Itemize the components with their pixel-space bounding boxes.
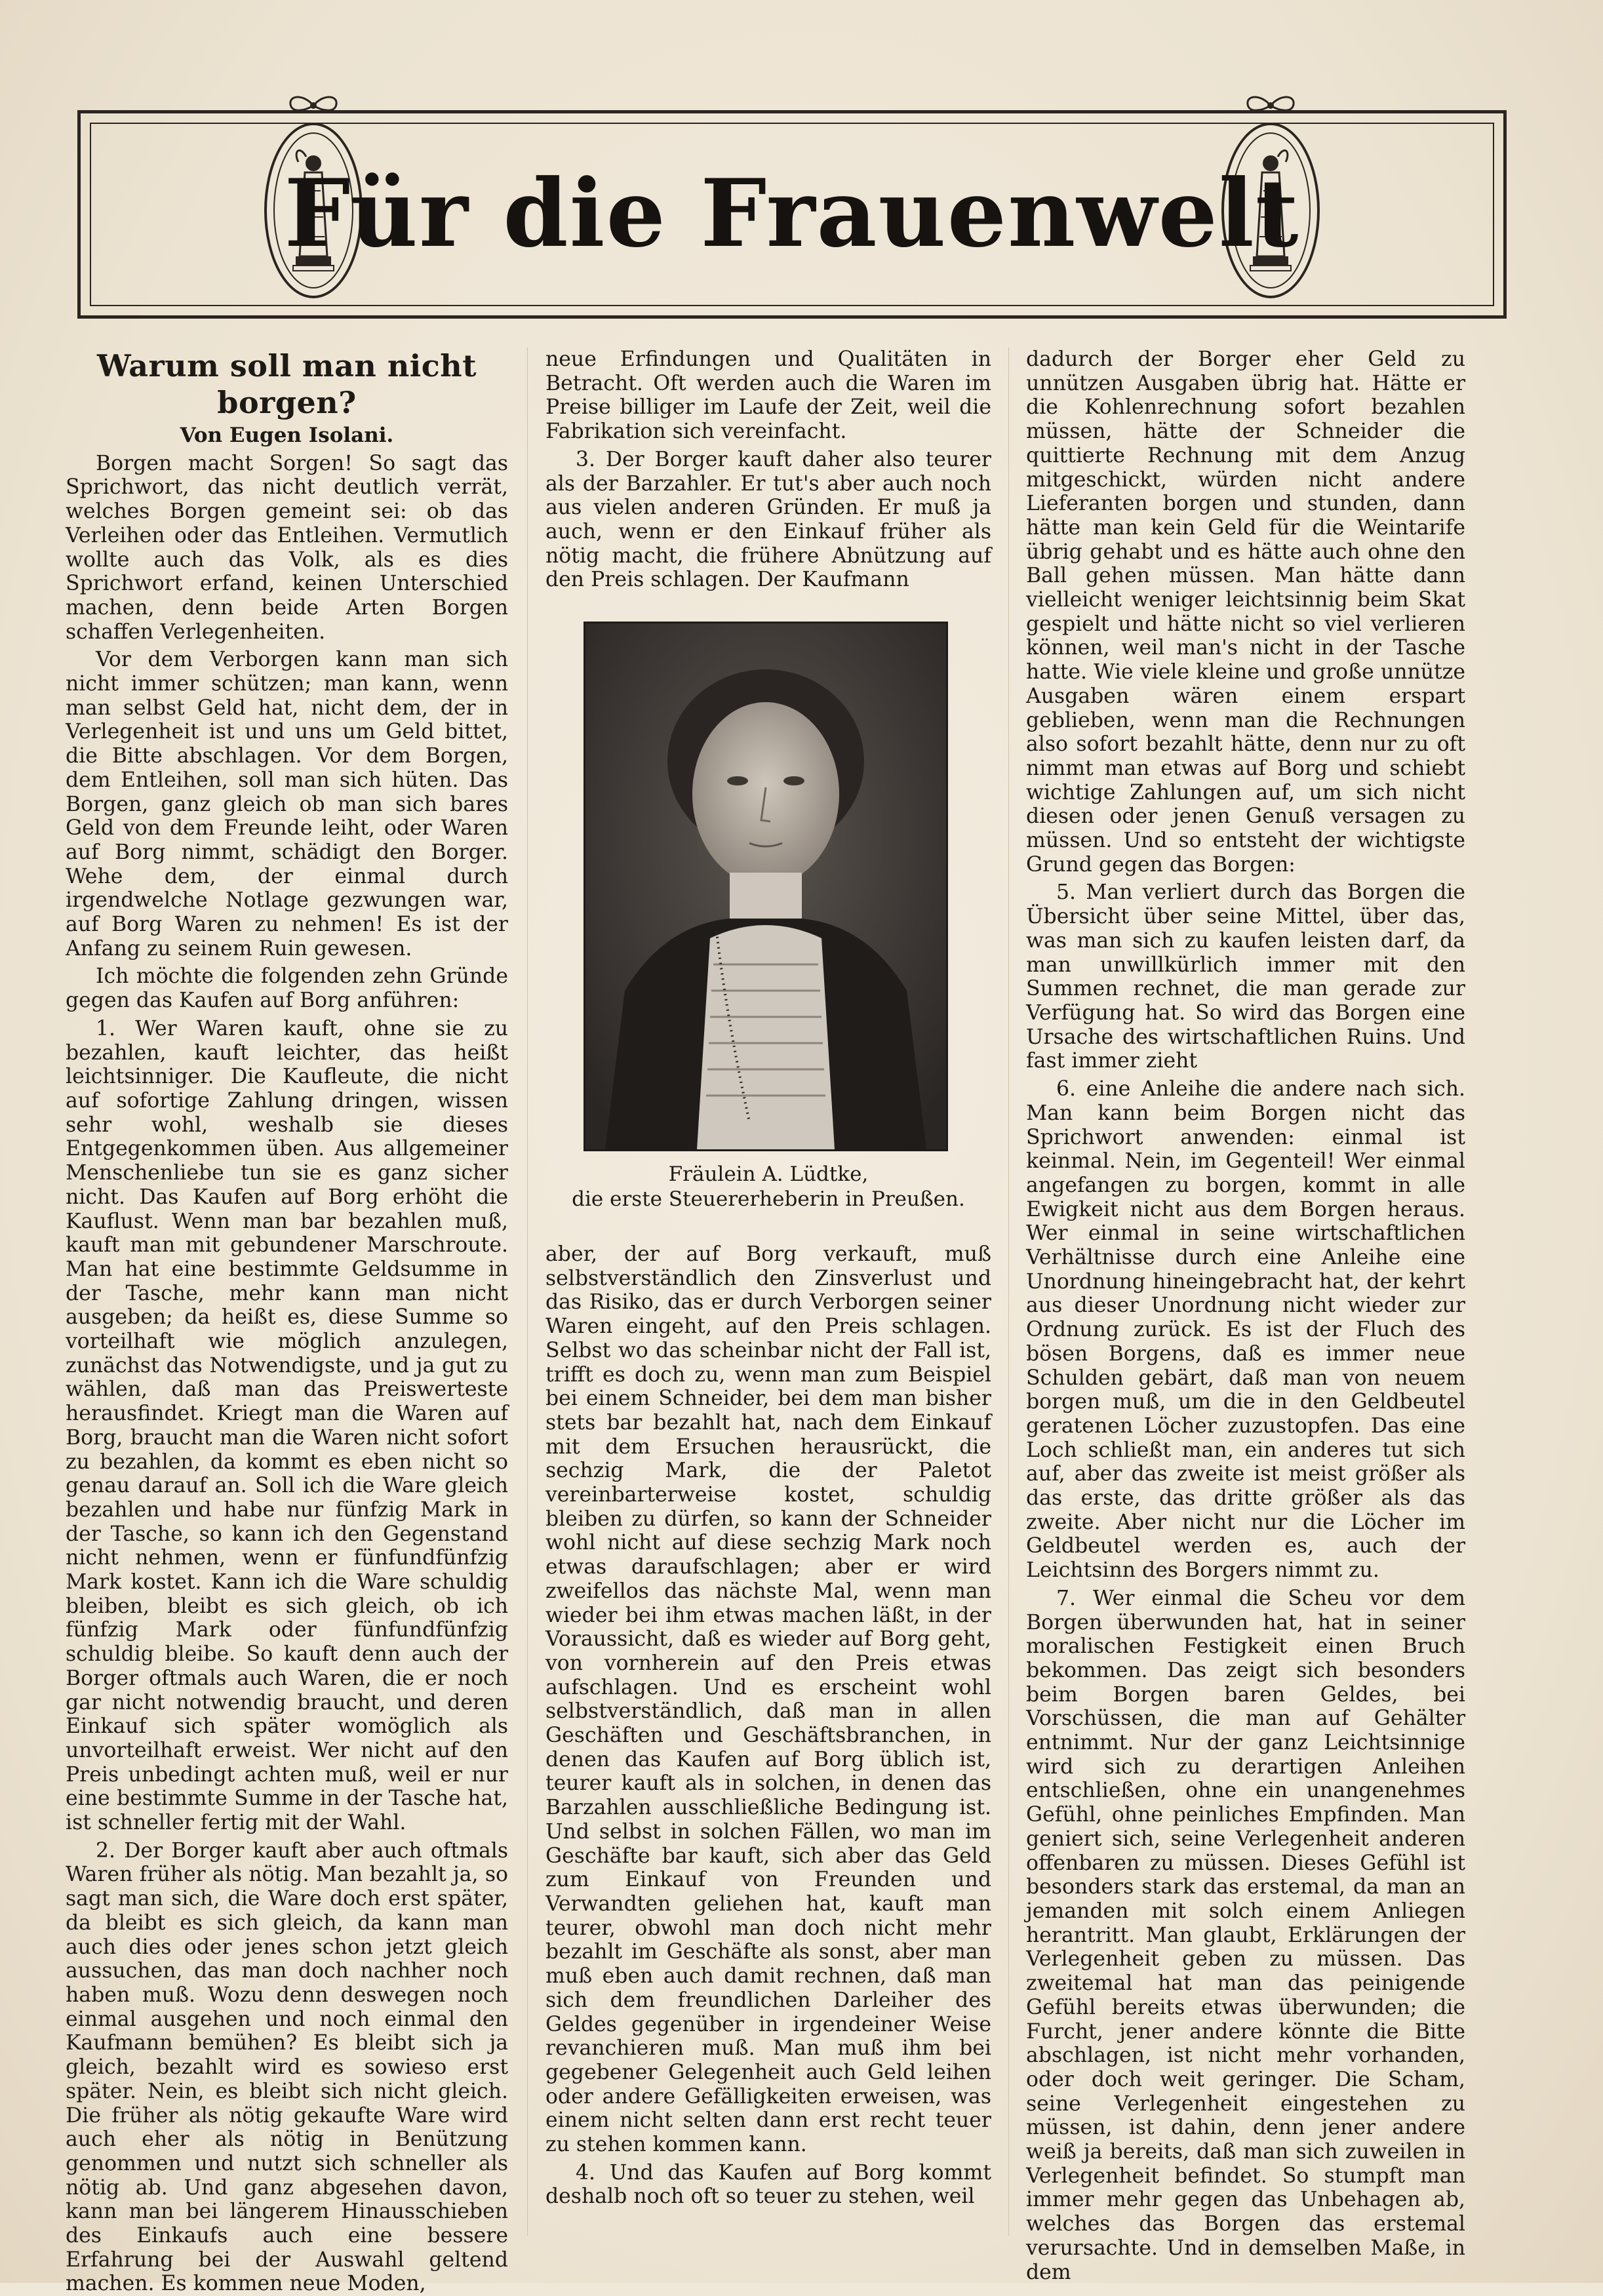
photo-caption — [545, 1162, 991, 1212]
paragraph: 2. Der Borger kauft aber auch oftmals Waren früher als nötig. Man bezahlt ja, so sagt man sich, die Ware doch erst später, da bleibt es sich gleich, da kann man auch dies oder jenes schon jetzt gleich aussuchen, das man doch nachher noch haben muß. Wozu denn deswegen noch einmal ausgehen und noch einmal den Kaufmann bemühen? Es bleibt sich ja gleich, bezahlt wird es sowieso erst später. Nein, es bleibt sich nicht gleich. Die früher als nötig gekaufte Ware wird auch eher als nötig in Benützung genommen und nutzt sich schneller als nötig ab. Und ganz abgesehen davon, kann man bei längerem Hinausschieben des Einkaufs auch eine bessere Erfahrung bei der Auswahl geltend machen. Es kommen neue Moden, — [66, 1838, 508, 2296]
article-column-2 — [545, 347, 991, 592]
ribbon-bow-icon — [1241, 92, 1300, 119]
column-divider — [527, 347, 528, 2236]
caption-line: die erste Steuererheberin in Preußen. — [572, 1187, 965, 1211]
paragraph: 6. eine Anleihe die andere nach sich. Man kann beim Borgen nicht das Sprichwort anwenden: einmal ist keinmal. Nein, im Gegenteil! Wer einmal angefangen zu borgen, kommt in alle Ewigkeit nicht aus dem Borgen heraus. Wer einmal in seine wirtschaftlichen Verhältnisse durch eine Anleihe eine Unordnung hineingebracht hat, der kehrt aus dieser Unordnung nicht wieder zur Ordnung zurück. Es ist der Fluch des bösen Borgens, daß es immer neue Schulden gebärt, daß man von neuem borgen muß, um die in den Geldbeutel geratenen Löcher zuzustopfen. Das eine Loch schließt man, ein anderes tut sich auf, aber das zweite ist meist größer als das erste, das dritte größer als das zweite. Aber nicht nur die Löcher im Geldbeutel werden es, auch der Leichtsinn des Borgers nimmt zu. — [1026, 1077, 1465, 1583]
paragraph: Ich möchte die folgenden zehn Gründe gegen das Kaufen auf Borg anführen: — [66, 964, 508, 1013]
article-column-1 — [66, 347, 508, 2296]
paragraph: 5. Man verliert durch das Borgen die Übersicht über seine Mittel, über das, was man sich zu kaufen leisten darf, da man unwillkürlich immer mit den Summen rechnet, die man gerade zur Verfügung hat. So wird das Borgen eine Ursache des wirtschaftlichen Ruins. Und fast immer zieht — [1026, 881, 1465, 1073]
paragraph: dadurch der Borger eher Geld zu unnützen Ausgaben übrig hat. Hätte er die Kohlenrechnung sofort bezahlen müssen, hätte der Schneider die quittierte Rechnung mit dem Anzug mitgeschickt, würden nicht andere Lieferanten borgen und stunden, dann hätte man kein Geld für die Weintarife übrig gehabt und es hätte auch ohne den Ball gehen müssen. Man hätte dann vielleicht weniger leichtsinnig beim Skat gespielt und hätte nicht so viel verlieren können, weil man's nicht in der Tasche hatte. Wie viele kleine und große unnütze Ausgaben wären einem erspart geblieben, wenn man die Rechnungen also sofort bezahlt hätte, denn nur zu oft nimmt man etwas auf Borg und schiebt wichtige Zahlungen auf, um sich nicht diesen oder jenen Genuß versagen zu müssen. Und so entsteht der wichtigste Grund gegen das Borgen: — [1026, 347, 1465, 877]
article-column-3 — [1026, 347, 1465, 2284]
paragraph: Borgen macht Sorgen! So sagt das Sprichwort, das nicht deutlich verrät, welches Borgen gemeint sei: ob das Verleihen oder das Entleihen. Vermutlich wollte auch das Volk, als es dies Sprichwort erfand, keinen Unterschied machen, denn beide Arten Borgen schaffen Verlegenheiten. — [66, 451, 508, 644]
paragraph: 7. Wer einmal die Scheu vor dem Borgen überwunden hat, hat in seiner moralischen Festigkeit einen Bruch bekommen. Das zeigt sich besonders beim Borgen baren Geldes, bei Vorschüssen, die man auf Gehälter entnimmt. Nur der ganz Leichtsinnige wird sich zu derartigen Anleihen entschließen, ohne ein unangenehmes Gefühl, ohne peinliches Empfinden. Man geniert sich, seine Verlegenheit anderen offenbaren zu müssen. Dieses Gefühl ist besonders stark das erstemal, da man an jemanden mit solch einem Anliegen herantritt. Man glaubt, Erklärungen der Verlegenheit geben zu müssen. Das zweitemal hat man das peinigende Gefühl bereits etwas überwunden; die Furcht, jener andere könnte die Bitte abschlagen, ist nicht mehr vorhanden, oder doch weit geringer. Die Scham, seine Verlegenheit eingestehen zu müssen, ist dahin, denn jener andere weiß ja bereits, daß man sich zuweilen in Verlegenheit befindet. So stumpft man immer mehr gegen das Unbehagen ab, welches das Borgen das erstemal verursachte. Und in demselben Maße, in dem — [1026, 1586, 1465, 2284]
caption-line: Fräulein A. Lüdtke, — [668, 1162, 869, 1186]
ribbon-bow-icon — [284, 92, 343, 119]
paragraph: 3. Der Borger kauft daher also teurer als der Barzahler. Er tut's aber auch noch aus vielen anderen Gründen. Er muß ja auch, wenn er den Einkauf früher als nötig macht, die frühere Abnützung auf den Preis schlagen. Der Kaufmann — [545, 447, 991, 592]
header-banner — [77, 110, 1507, 319]
article-byline: Von Eugen Isolani. — [180, 424, 394, 447]
column-divider — [1008, 347, 1009, 2236]
article-column-2-continued — [545, 1242, 991, 2209]
portrait-woman-image — [585, 623, 946, 1149]
paragraph: Vor dem Verborgen kann man sich nicht immer schützen; man kann, wenn man selbst Geld hat, nicht dem, der in Verlegenheit ist und uns um Geld bittet, die Bitte abschlagen. Vor dem Borgen, dem Entleihen, soll man sich hüten. Das Borgen, ganz gleich ob man sich bares Geld von dem Freunde leiht, oder Waren auf Borg nimmt, schädigt den Borger. Wehe dem, der einmal durch irgendwelche Notlage gezwungen war, auf Borg Waren zu nehmen! Es ist der Anfang zu seinem Ruin gewesen. — [66, 648, 508, 960]
paragraph: 4. Und das Kaufen auf Borg kommt deshalb noch oft so teuer zu stehen, weil — [545, 2160, 991, 2209]
paragraph: aber, der auf Borg verkauft, muß selbstverständlich den Zinsverlust und das Risiko, das er durch Verborgen seiner Waren eingeht, auf den Preis schlagen. Selbst wo das scheinbar nicht der Fall ist, trifft es doch zu, wenn man zum Beispiel bei einem Schneider, bei dem man bisher stets bar bezahlt hat, nach dem Einkauf mit dem Ersuchen herausrückt, die sechzig Mark, die der Paletot vereinbarterweise kostet, schuldig bleiben zu dürfen, so kann der Schneider wohl nicht auf diese sechzig Mark noch etwas daraufschlagen; aber er wird zweifellos das nächste Mal, wenn man wieder bei ihm etwas machen läßt, in der Voraussicht, daß es wieder auf Borg geht, von vornherein auf den Preis etwas aufschlagen. Und es erscheint wohl selbstverständlich, daß man in allen Geschäften und Geschäftsbranchen, in denen das Kaufen auf Borg üblich ist, teurer kauft als in solchen, in denen das Barzahlen ausschließliche Bedingung ist. Und selbst in solchen Fällen, wo man im Geschäfte bar kauft, sich aber das Geld zum Einkauf von Freunden und Verwandten geliehen hat, kauft man teurer, obwohl man doch nicht mehr bezahlt im Geschäfte als sonst, aber man muß eben auch damit rechnen, daß man sich dem freundlichen Darleiher des Geldes gegenüber in irgendeiner Weise revanchieren muß. Man muß ihm bei gegebener Gelegenheit auch Geld leihen oder andere Gefälligkeiten erweisen, was einem nicht selten dann erst recht teuer zu stehen kommen kann. — [545, 1242, 991, 2157]
paragraph: 1. Wer Waren kauft, ohne sie zu bezahlen, kauft leichter, das heißt leichtsinniger. Die Kaufleute, die nicht auf sofortige Zahlung dringen, wissen sehr wohl, weshalb sie dieses Entgegenkommen üben. Aus allgemeiner Menschenliebe tun sie es ganz sicher nicht. Das Kaufen auf Borg erhöht die Kauflust. Wenn man bar bezahlen muß, kauft man mit gebundener Marschroute. Man hat eine bestimmte Geldsumme in der Tasche, mehr kann man nicht ausgeben; da heißt es, diese Summe so vorteilhaft wie möglich anzulegen, zunächst das Notwendigste, und ja gut zu wählen, daß man das Preiswerteste herausfindet. Kriegt man die Waren auf Borg, braucht man die Waren nicht sofort zu bezahlen, da kommt es eben nicht so genau darauf an. Soll ich die Ware gleich bezahlen und habe nur fünfzig Mark in der Tasche, so kann ich den Gegenstand nicht nehmen, wenn er fünfundfünfzig Mark kostet. Kann ich die Ware schuldig bleiben, bleibt es sich gleich, ob ich fünfzig Mark oder fünfundfünfzig schuldig bleibe. So kauft denn auch der Borger oftmals auch Waren, die er noch gar nicht notwendig braucht, und deren Einkauf sich später womöglich als unvorteilhaft erweist. Wer nicht auf den Preis unbedingt achten muß, weil er nur eine bestimmte Summe in der Tasche hat, ist schneller fertig mit der Wahl. — [66, 1016, 508, 1835]
portrait-photo — [584, 622, 948, 1151]
article-title: Warum soll man nicht borgen? — [97, 348, 477, 420]
paragraph: neue Erfindungen und Qualitäten in Betracht. Oft werden auch die Waren im Preise billiger im Laufe der Zeit, weil die Fabrikation sich vereinfacht. — [545, 347, 991, 444]
section-title: Für die Frauenwelt — [284, 159, 1300, 268]
